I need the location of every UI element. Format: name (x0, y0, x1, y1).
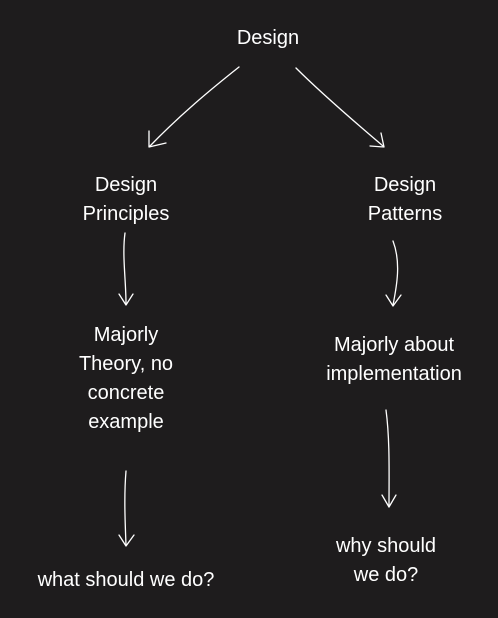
node-design-patterns-line-2: Patterns (367, 203, 443, 225)
node-principles-description-line-3: concrete (87, 382, 165, 404)
node-principles-description-line-1: Majorly (93, 324, 159, 346)
node-design-principles-line-2: Principles (82, 203, 170, 225)
node-design-patterns (335, 171, 475, 229)
arrow-design-to-principles (150, 67, 239, 146)
node-patterns-question (311, 532, 461, 590)
arrow-patterns-to-desc (393, 241, 398, 305)
node-patterns-description-line-2: implementation (326, 363, 462, 385)
node-design (218, 24, 318, 53)
node-design-principles-line-1: Design (94, 174, 158, 196)
node-design-patterns-line-1: Design (373, 174, 437, 196)
node-patterns-description-line-1: Majorly about (333, 334, 455, 356)
arrow-implementation-to-question (386, 410, 389, 507)
arrow-principles-to-desc (124, 233, 126, 304)
node-principles-description-line-4: example (88, 411, 164, 433)
node-design-principles (56, 171, 196, 229)
node-patterns-question-line-2: we do? (353, 564, 419, 586)
node-design-label: Design (236, 27, 300, 49)
arrow-design-to-patterns (296, 68, 383, 146)
node-principles-description-line-2: Theory, no (78, 353, 174, 375)
node-principles-question (8, 566, 244, 595)
node-principles-question-line-1: what should we do? (37, 569, 215, 591)
arrowhead-theory-to-question (119, 535, 134, 546)
arrow-theory-to-question (125, 471, 126, 545)
node-patterns-description (304, 331, 484, 389)
node-principles-description (46, 321, 206, 437)
node-patterns-question-line-1: why should (335, 535, 437, 557)
